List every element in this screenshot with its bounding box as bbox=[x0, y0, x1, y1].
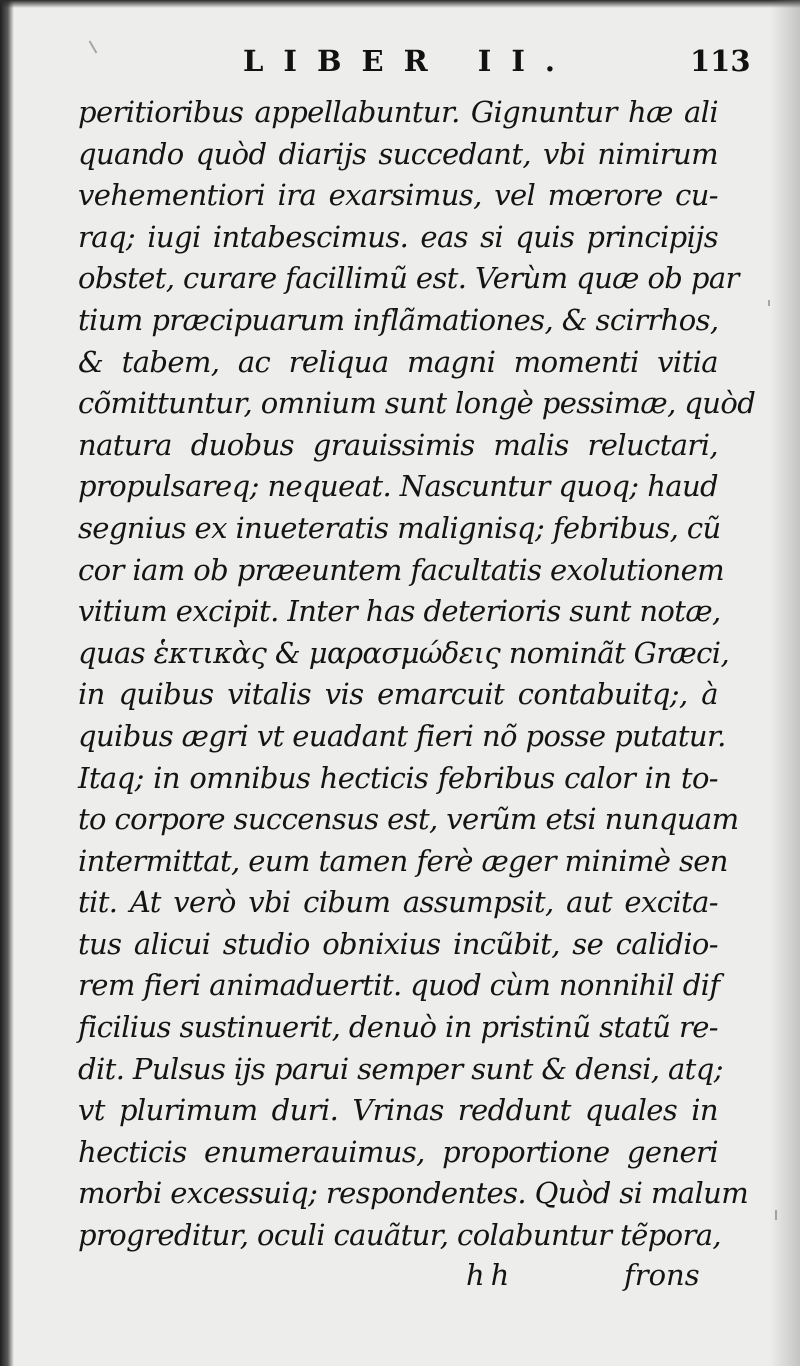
page-footer bbox=[0, 1258, 800, 1302]
text-line: intermittat, eum tamen ferè æger minimè sen bbox=[78, 843, 728, 878]
body-text bbox=[78, 92, 756, 1257]
text-line: tus alicui studio obnixius incũbit, se calidio- bbox=[78, 926, 718, 961]
text-line: raq; iugi intabescimus. eas si quis principijs bbox=[78, 219, 718, 254]
text-line: vitium excipit. Inter has deterioris sunt notæ, bbox=[78, 594, 721, 629]
text-line: quas ἑκτικὰς & μαρασμώδεις nominãt Græci, bbox=[78, 635, 730, 670]
text-line: vehementiori ira exarsimus, vel mœrore cu- bbox=[78, 178, 718, 213]
text-line: vt plurimum duri. Vrinas reddunt quales in bbox=[78, 1093, 718, 1128]
catchword: frons bbox=[624, 1258, 700, 1292]
text-line: propulsareq; nequeat. Nascuntur quoq; haud bbox=[78, 469, 718, 504]
text-line: in quibus vitalis vis emarcuit contabuitq;, à bbox=[78, 677, 718, 712]
text-line: segnius ex inueteratis malignisq; febribus, cũ bbox=[78, 510, 721, 545]
scan-speck bbox=[775, 1210, 777, 1220]
text-line: rem fieri animaduertit. quod cùm nonnihil dif bbox=[78, 968, 720, 1003]
text-line: peritioribus appellabuntur. Gignuntur hæ ali bbox=[78, 95, 718, 129]
text-line: dit. Pulsus ijs parui semper sunt & densi, atq; bbox=[78, 1051, 723, 1086]
text-line: quando quòd diarijs succedant, vbi nimirum bbox=[78, 136, 718, 171]
text-line: obstet, curare facillimũ est. Verùm quæ ob par bbox=[78, 261, 739, 296]
text-line: hecticis enumerauimus, proportione generi bbox=[78, 1134, 718, 1169]
running-head bbox=[0, 42, 800, 82]
running-title: LIBER II. bbox=[243, 44, 575, 78]
text-line: Itaq; in omnibus hecticis febribus calor in to- bbox=[78, 760, 718, 795]
text-line: ficilius sustinuerit, denuò in pristinũ statũ re- bbox=[78, 1010, 718, 1045]
text-line: cor iam ob præeuntem facultatis exolutionem bbox=[78, 552, 725, 587]
text-line: morbi excessuiq; respondentes. Quòd si malum bbox=[78, 1176, 749, 1211]
page-number: 113 bbox=[690, 44, 751, 78]
text-line: natura duobus grauissimis malis reluctari, bbox=[78, 427, 718, 462]
signature-mark: hh bbox=[466, 1258, 516, 1292]
text-line: quibus ægri vt euadant fieri nõ posse putatur. bbox=[78, 718, 726, 753]
scan-speck bbox=[768, 300, 770, 306]
text-line: to corpore succensus est, verũm etsi nunquam bbox=[78, 802, 739, 837]
text-line: & tabem, ac reliqua magni momenti vitia bbox=[78, 344, 718, 379]
text-line: progreditur, oculi cauãtur, colabuntur tẽpora, bbox=[78, 1218, 722, 1253]
scan-edge bbox=[0, 0, 800, 8]
text-line: tium præcipuarum inflãmationes, & scirrhos, bbox=[78, 302, 719, 337]
text-line: cõmittuntur, omnium sunt longè pessimæ, quòd bbox=[78, 386, 756, 421]
text-line: tit. At verò vbi cibum assumpsit, aut excita- bbox=[78, 885, 718, 920]
